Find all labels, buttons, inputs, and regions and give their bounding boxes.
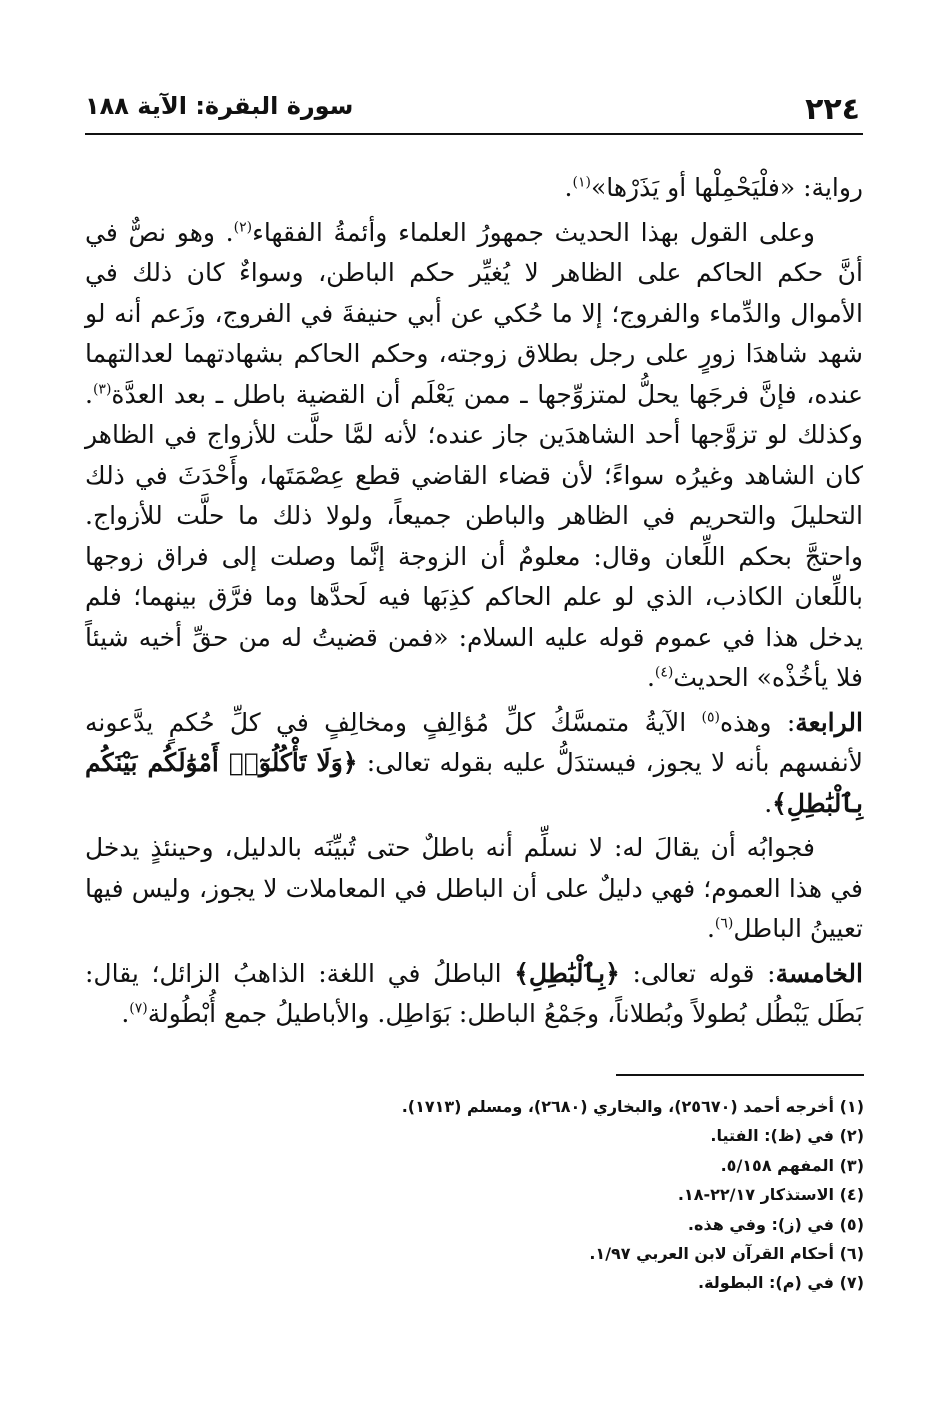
p2-text-a: وعلى القول بهذا الحديث جمهورُ العلماء وأئمةُ الفقهاء bbox=[252, 217, 815, 247]
footnote-item bbox=[86, 1239, 864, 1268]
section-lead-fifth: الخامسة bbox=[775, 958, 863, 988]
quran-quote-2: ﴿بِٱلْبَٰطِلِ﴾ bbox=[514, 958, 620, 988]
footnote-text: أخرجه أحمد (٢٥٦٧٠)، والبخاري (٢٦٨٠)، ومسلم (١٧١٣). bbox=[401, 1097, 834, 1116]
footnote-number: (٧) bbox=[839, 1273, 864, 1293]
footnote-item bbox=[86, 1092, 864, 1121]
footnote-text: في (ز): وفي هذه. bbox=[687, 1214, 834, 1234]
footnote-ref-2[interactable]: (٢) bbox=[233, 219, 253, 236]
running-title: سورة البقرة: الآية ١٨٨ bbox=[85, 92, 354, 120]
paragraph-4 bbox=[85, 828, 863, 950]
footnote-text: الاستذكار ٢٢/١٧-١٨. bbox=[677, 1185, 834, 1205]
p3-text-b: الآيةُ متمسَّكُ كلِّ مُؤالِفٍ ومخالِفٍ في كلِّ حُكمٍ يدَّعونه لأنفسهم بأنه لا يجوز، فيستدَلُّ عليه بقوله تعالى: bbox=[85, 707, 863, 777]
footnote-ref-7[interactable]: (٧) bbox=[129, 1000, 148, 1017]
footnote-ref-3[interactable]: (٣) bbox=[92, 381, 112, 398]
p5-text-b: الباطلُ في اللغة: الذاهبُ الزائل؛ يقال: بَطَل يَبْطُل بُطولاً وبُطلاناً، وجَمْعُ الباطل: بَوَاطِل. والأباطيلُ جمع أُبْطُولة bbox=[85, 958, 863, 1028]
footnote-text: أحكام القرآن لابن العربي ١/٩٧. bbox=[589, 1244, 834, 1264]
p4-end: . bbox=[706, 914, 715, 943]
footnote-ref-1[interactable]: (١) bbox=[572, 174, 591, 191]
p3-text-a: : وهذه bbox=[720, 707, 796, 737]
footnote-item bbox=[86, 1210, 864, 1239]
quran-quote-1: ﴿وَلَا تَأْكُلُوٓا۟ أَمْوَٰلَكُم بَيْنَكُم بِٱلْبَٰطِلِ﴾ bbox=[85, 748, 863, 818]
footnote-item bbox=[86, 1180, 864, 1209]
paragraph-3 bbox=[85, 703, 863, 825]
footnote-ref-4[interactable]: (٤) bbox=[654, 664, 674, 681]
header-rule bbox=[85, 133, 863, 135]
footnote-text: المفهم ٥/١٥٨. bbox=[720, 1155, 834, 1175]
p1-text: رواية: «فلْيَحْمِلْها أو يَذَرْها» bbox=[590, 173, 863, 202]
p2-text-b: . وهو نصٌّ في أنَّ حكم الحاكم على الظاهر لا يُغيِّر حكم الباطن، وسواءٌ كان ذلك في الأموال والدِّماء والفروج؛ إلا ما حُكي عن أبي حنيفةَ في الفروج، وزَعم أنه لو شهد شاهدَا زورٍ على رجل بطلاق زوجته، وحكم الحاكم بشهادتهما لعدالتهما عنده، فإنَّ فرجَها يحلُّ لمتزوِّجها ـ ممن يَعْلَم أن القضية باطل ـ بعد العدَّة bbox=[85, 217, 863, 409]
footnote-item bbox=[86, 1121, 864, 1150]
p2-end: . bbox=[646, 663, 655, 692]
footnote-number: (٤) bbox=[839, 1185, 864, 1205]
footnote-item bbox=[86, 1151, 864, 1180]
page-header bbox=[85, 88, 860, 128]
p1-end: . bbox=[564, 173, 573, 202]
footnote-number: (٣) bbox=[839, 1155, 864, 1175]
paragraph-5 bbox=[85, 954, 863, 1035]
footnote-number: (١) bbox=[839, 1097, 864, 1116]
footnote-number: (٢) bbox=[839, 1126, 864, 1146]
footnote-number: (٦) bbox=[839, 1244, 864, 1264]
footnote-text: في (م): البطولة. bbox=[698, 1273, 834, 1293]
footnote-number: (٥) bbox=[839, 1214, 864, 1234]
main-text bbox=[85, 168, 863, 1035]
p2-text-c: . وكذلك لو تزوَّجها أحد الشاهدَين جاز عنده؛ لأنه لمَّا حلَّت للأزواج في الظاهر كان الشاهد وغيرُه سواءً؛ لأن قضاء القاضي قطع عِصْمَتَها، وأَحْدَثَ في ذلك التحليلَ والتحريم في الظاهر والباطن جميعاً، ولولا ذلك ما حلَّت للأزواج. واحتجَّ بحكم اللِّعان وقال: معلومٌ أن الزوجة إنَّما وصلت إلى فراق زوجها باللِّعان الكاذب، الذي لو علم الحاكم كذِبَها فيه لَحدَّها وما فرَّق بينهما؛ فلم يدخل هذا في عموم قوله عليه السلام: «فمن قضيتُ له من حقِّ أخيه شيئاً فلا يأخُذْه» الحديث bbox=[85, 379, 863, 692]
page-number: ٢٢٤ bbox=[805, 92, 860, 127]
footnote-text: في (ظ): الفتيا. bbox=[710, 1126, 834, 1146]
footnote-rule bbox=[616, 1074, 864, 1076]
footnote-ref-5[interactable]: (٥) bbox=[701, 709, 720, 726]
paragraph-1 bbox=[85, 168, 863, 209]
footnote-item bbox=[86, 1268, 864, 1297]
footnotes-list bbox=[86, 1092, 864, 1298]
p4-text: فجوابُه أن يقالَ له: لا نسلِّم أنه باطلٌ حتى تُبيِّنَه بالدليل، وحينئذٍ يدخل في هذا العموم؛ فهي دليلٌ على أن الباطل في المعاملات لا يجوز، وليس فيها تعيينُ الباطل bbox=[85, 833, 863, 943]
footnote-ref-6[interactable]: (٦) bbox=[714, 915, 734, 932]
section-lead-fourth: الرابعة bbox=[795, 707, 863, 737]
p3-end: . bbox=[764, 788, 773, 818]
p5-end: . bbox=[121, 999, 130, 1028]
p5-text-a: : قوله تعالى: bbox=[619, 958, 776, 988]
paragraph-2 bbox=[85, 213, 863, 699]
